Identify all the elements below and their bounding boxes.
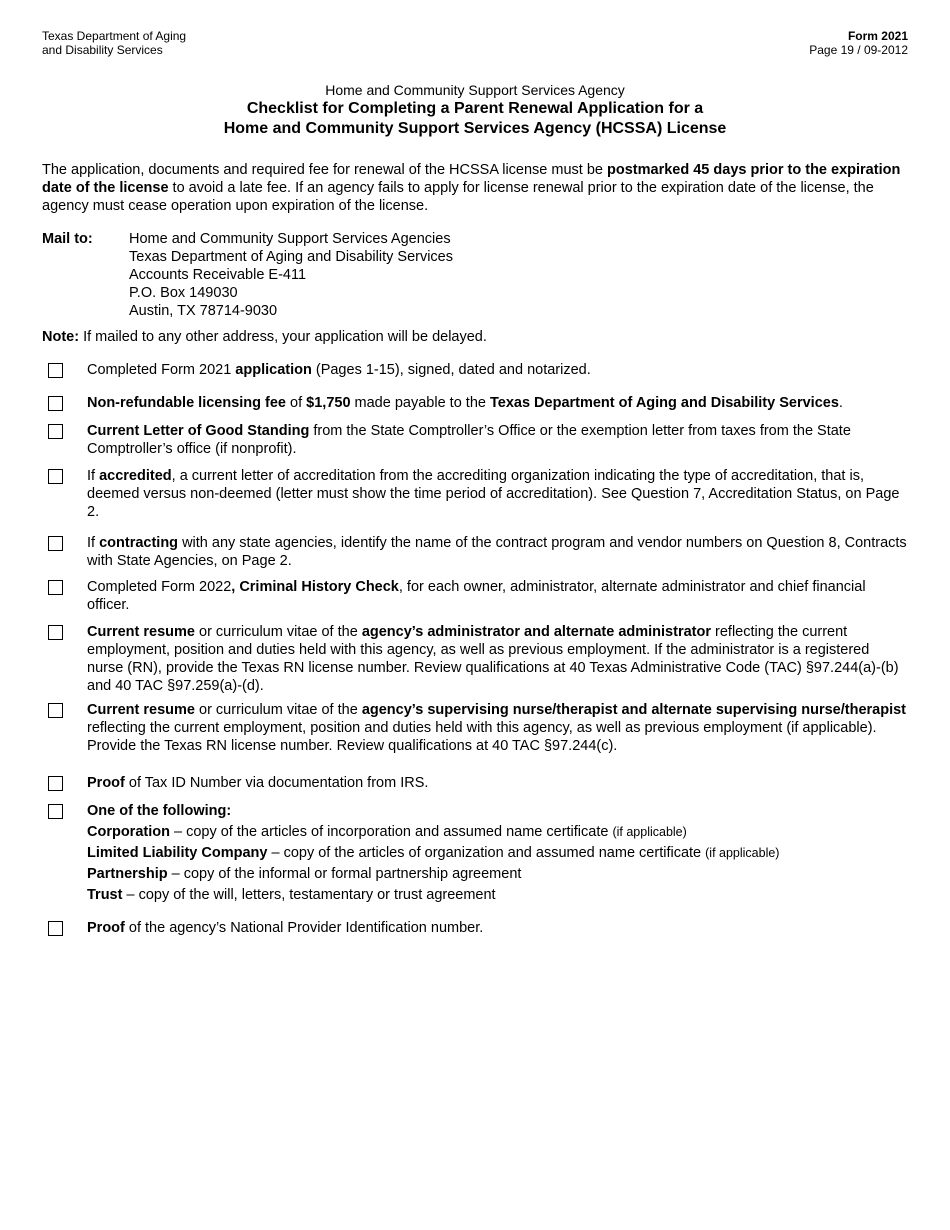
note-text: If mailed to any other address, your application will be delayed.: [79, 329, 487, 345]
form-number: Form 2021: [847, 29, 908, 43]
checkbox[interactable]: [48, 703, 63, 718]
entity-option-partnership: Partnership – copy of the informal or formal partnership agreement: [87, 866, 522, 882]
checklist-item-text: Current resume or curriculum vitae of the agency’s administrator and alternate administrator reflecting the current employment, position and duties held with this agency, as well as previous employment. If the administrator is a registered nurse (RN), provide the Texas RN license number. Review qualifications at 40 Texas Administrative Code (TAC) §97.244(a)-(b) and 40 TAC §97.259(a)-(d).: [87, 624, 899, 694]
checkbox[interactable]: [48, 363, 63, 378]
checklist-item-tax-id: [42, 774, 908, 792]
intro-text-cont: to avoid a late fee. If an agency fails to apply for license renewal prior to the expiration date of the license, the agency must cease operation upon expiration of the license.: [42, 180, 874, 214]
page-title-line2: Home and Community Support Services Agency (HCSSA) License: [223, 120, 727, 137]
checklist-item-nurse-resume: [42, 701, 908, 755]
checklist-item-text: Proof of Tax ID Number via documentation from IRS.: [87, 775, 429, 791]
address-line: Home and Community Support Services Agencies: [129, 231, 451, 247]
agency-name-line2: and Disability Services: [42, 43, 163, 57]
address-line: Accounts Receivable E-411: [129, 267, 307, 283]
intro-text: The application, documents and required fee for renewal of the HCSSA license must be: [42, 162, 608, 178]
checklist-item-text: Completed Form 2021 application (Pages 1-15), signed, dated and notarized.: [87, 362, 591, 378]
checkbox[interactable]: [48, 804, 63, 819]
checklist-item-text: Current Letter of Good Standing from the State Comptroller’s Office or the exemption letter from taxes from the State Comptroller’s office (if nonprofit).: [87, 423, 851, 457]
entity-heading: One of the following:: [87, 803, 232, 819]
form-info: [809, 29, 908, 57]
page-info: Page 19 / 09-2012: [809, 43, 908, 57]
agency-header: [42, 29, 186, 57]
entity-option-trust: Trust – copy of the will, letters, testamentary or trust agreement: [87, 887, 496, 903]
checklist-item-licensing-fee: [42, 394, 908, 412]
checklist-item-application: [42, 361, 908, 379]
agency-name-line1: Texas Department of Aging: [42, 29, 187, 43]
address-line: Austin, TX 78714-9030: [129, 303, 278, 319]
page-title-line1: Checklist for Completing a Parent Renewal Application for a: [246, 100, 704, 117]
checklist-item-text: [87, 802, 908, 904]
checkbox[interactable]: [48, 776, 63, 791]
checklist-item-text: If accredited, a current letter of accreditation from the accrediting organization indicating the type of accreditation, that is, deemed versus non-deemed (letter must show the time period of accreditation). See Question 7, Accreditation Status, on Page 2.: [87, 468, 900, 520]
checklist-item-text: Completed Form 2022, Criminal History Check, for each owner, administrator, alternate administrator and chief financial officer.: [87, 579, 866, 613]
checkbox[interactable]: [48, 921, 63, 936]
checkbox[interactable]: [48, 469, 63, 484]
address-block: [129, 230, 453, 320]
checklist-item-text: If contracting with any state agencies, identify the name of the contract program and vendor numbers on Question 8, Contracts with State Agencies, on Page 2.: [87, 535, 907, 569]
checkbox[interactable]: [48, 536, 63, 551]
checklist-item-criminal-history: [42, 578, 908, 614]
checkbox[interactable]: [48, 580, 63, 595]
note-label: Note:: [42, 329, 80, 345]
entity-option-llc: Limited Liability Company – copy of the articles of organization and assumed name certificate (if applicable): [87, 845, 780, 861]
checklist-item-administrator-resume: [42, 623, 908, 695]
intro-deadline: postmarked 45 days prior to the expiration date of the license: [42, 162, 901, 196]
entity-option-corporation: Corporation – copy of the articles of incorporation and assumed name certificate (if applicable): [87, 824, 687, 840]
address-line: P.O. Box 149030: [129, 285, 238, 301]
checklist-item-text: Non-refundable licensing fee of $1,750 made payable to the Texas Department of Aging and Disability Services.: [87, 395, 843, 411]
mail-to-label: Mail to:: [42, 231, 93, 247]
page-title-block: [42, 82, 908, 139]
address-line: Texas Department of Aging and Disability Services: [129, 249, 453, 265]
checklist-item-npi: [42, 919, 908, 937]
note: [42, 328, 487, 346]
intro-paragraph: [42, 161, 908, 215]
page-subtitle: Home and Community Support Services Agency: [325, 82, 625, 98]
checklist-item-text: Proof of the agency’s National Provider Identification number.: [87, 920, 484, 936]
checklist-item-accreditation: [42, 467, 908, 521]
checkbox[interactable]: [48, 424, 63, 439]
checkbox[interactable]: [48, 625, 63, 640]
checklist-item-good-standing: [42, 422, 908, 458]
checklist-item-text: Current resume or curriculum vitae of the agency’s supervising nurse/therapist and alternate supervising nurse/therapist reflecting the current employment, position and duties held with this agency, as well as previous employment (if applicable). Provide the Texas RN license number. Review qualifications at 40 TAC §97.244(c).: [87, 702, 907, 754]
checklist-item-contracting: [42, 534, 908, 570]
checkbox[interactable]: [48, 396, 63, 411]
checklist-item-entity-documents: [42, 802, 908, 904]
